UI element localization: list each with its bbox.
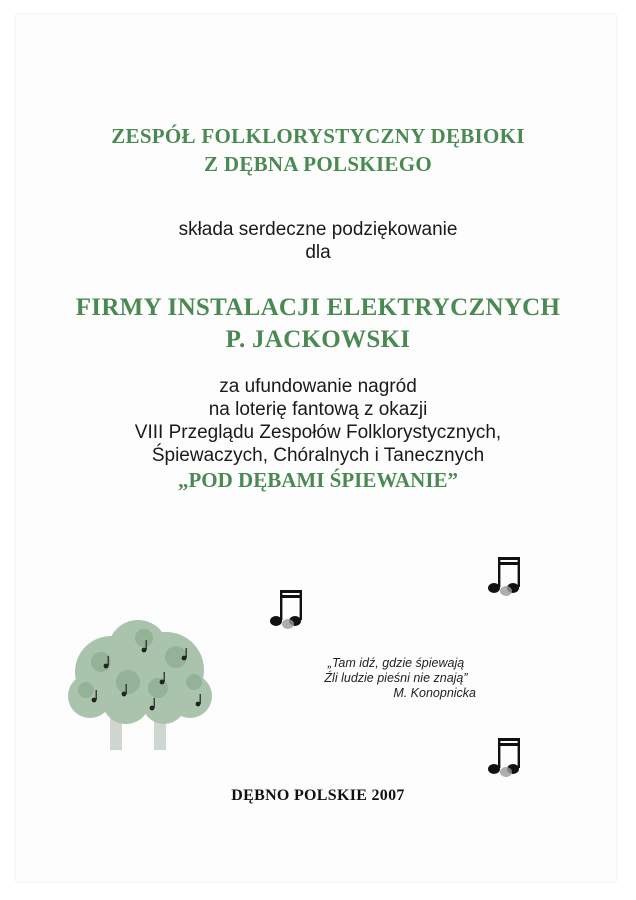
organization-line-1: ZESPÓŁ FOLKLORYSTYCZNY DĘBIOKI: [111, 124, 525, 148]
reason-line-2: na loterię fantową z okazji: [208, 399, 428, 420]
quote-line-1: „Tam idź, gdzie śpiewają: [327, 656, 465, 670]
reason-line-4: Śpiewaczych, Chóralnych i Tanecznych: [151, 445, 485, 466]
music-note-icon: [486, 555, 522, 599]
recipient-name: [0, 292, 636, 356]
organization-name: [0, 122, 636, 178]
quote-author: M. Konopnicka: [393, 686, 476, 700]
quote-block: [306, 656, 486, 701]
reason-line-3: VIII Przeglądu Zespołów Folklorystycznych,: [134, 422, 502, 443]
intro-line-1: składa serdeczne podziękowanie: [178, 219, 458, 240]
reason-line-1: za ufundowanie nagród: [219, 376, 417, 397]
quote-line-2: Źli ludzie pieśni nie znają”: [324, 671, 468, 685]
organization-line-2: Z DĘBNA POLSKIEGO: [204, 152, 432, 176]
intro-text: [0, 218, 636, 264]
music-note-icon: [268, 588, 304, 632]
event-name: „POD DĘBAMI ŚPIEWANIE”: [177, 468, 459, 492]
tree-illustration: [66, 612, 216, 754]
place-and-year: DĘBNO POLSKIE 2007: [231, 787, 405, 804]
music-note-icon: [486, 736, 522, 780]
recipient-line-2: P. JACKOWSKI: [225, 326, 411, 353]
reason-text: [0, 375, 636, 493]
recipient-line-1: FIRMY INSTALACJI ELEKTRYCZNYCH: [75, 294, 561, 321]
intro-line-2: dla: [305, 242, 331, 263]
